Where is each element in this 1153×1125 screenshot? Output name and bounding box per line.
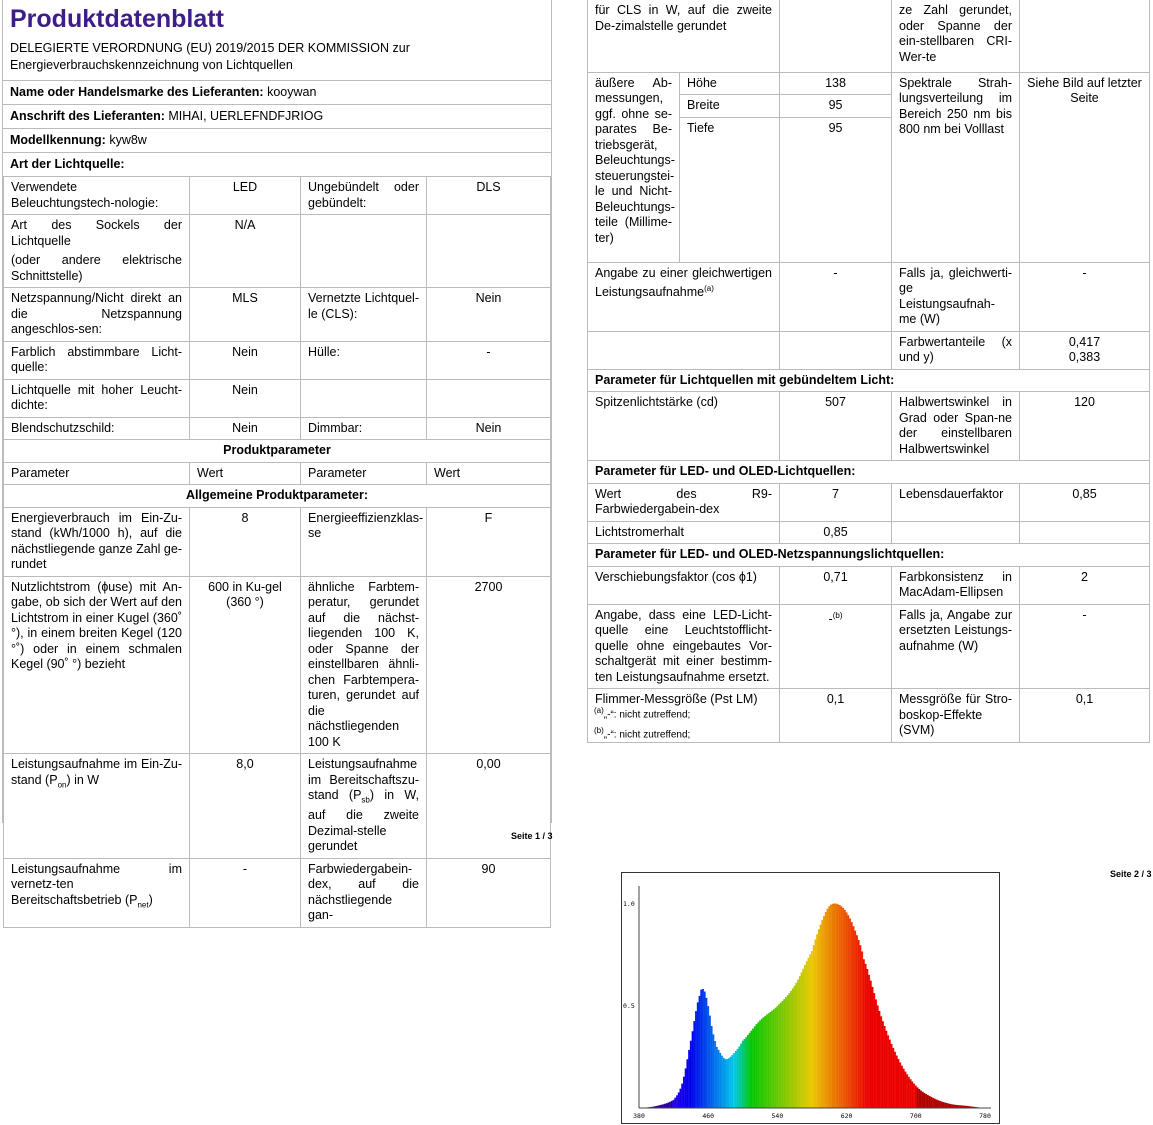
socket-value: N/A [190, 215, 301, 288]
empty-cell [1020, 0, 1150, 72]
psb-label: Leistungsaufnahme im Bereitschaftszu-stand $(P_{sb})$ in W, auf die zweite Dezimal-stelle gerundet [301, 754, 427, 859]
replace2-label: Falls ja, Angabe zur ersetzten Leistungs-aufnahme (W) [892, 604, 1020, 689]
chroma-label: Farbwertanteile (x und y) [892, 331, 1020, 369]
empty-cell [780, 331, 892, 369]
address-row [3, 105, 551, 129]
macadam-value: 2 [1020, 566, 1150, 604]
footnote-b: $^{(b)}$„-“: nicht zutreffend; [594, 726, 691, 741]
regulation-line-2: Energieverbrauchskennzeichnung von Lichtquellen [10, 58, 293, 72]
socket-label-1: Art des Sockels der Lichtquelle [11, 218, 182, 248]
led-header: Parameter für LED- und OLED-Lichtquellen: [588, 461, 1150, 484]
replace-value: -$^{(b)}$ [780, 604, 892, 689]
depth-label: Tiefe [680, 117, 780, 262]
socket-label [4, 215, 190, 288]
general-header: Allgemeine Produktparameter: [4, 485, 551, 508]
cls-label: Vernetzte Lichtquel-le (CLS): [301, 288, 427, 342]
empty-cell [301, 379, 427, 417]
y-tick-label: 1.0 [623, 900, 635, 909]
socket-label-2: (oder andere elektrische Schnittstelle) [11, 253, 182, 283]
address-label: Anschrift des Lieferanten: [10, 109, 165, 123]
x-tick-label: 540 [771, 1112, 784, 1120]
r9-label: Wert des R9-Farbwiedergabein-dex [588, 483, 780, 521]
col-value-1: Wert [190, 462, 301, 485]
regulation-line-1: DELEGIERTE VERORDNUNG (EU) 2019/2015 DER KOMMISSION zur [10, 41, 410, 55]
width-value: 95 [780, 95, 892, 118]
energy-label: Energieverbrauch im Ein-Zu-stand (kWh/1000 h), auf die nächstliegende ganze Zahl ge-rundet [4, 507, 190, 576]
bundled-label: Ungebündelt oder gebündelt: [301, 177, 427, 215]
class-value: F [427, 507, 551, 576]
model-row [3, 129, 551, 153]
empty-cell [588, 331, 780, 369]
pnet-label: Leistungsaufnahme im vernetz-ten Bereitschaftsbetrieb $(P_{net})$ [4, 858, 190, 927]
spectral-label: Spektrale Strah-lungsverteilung im Bereich 250 nm bis 800 nm bei Volllast [892, 72, 1020, 262]
svm-label: Messgröße für Stro-boskop-Effekte (SVM) [892, 689, 1020, 743]
cri-label: Farbwiedergabein-dex, auf die nächstliegende gan- [301, 858, 427, 927]
cct-label: ähnliche Farbtem-peratur, gerundet auf die nächst-liegenden 100 K, oder Spanne der einstellbaren ähnli-chen Farbtempera-turen, gerundet auf die nächstliegenden 100 K [301, 576, 427, 754]
pnet-value: - [190, 858, 301, 927]
envelope-value: - [427, 341, 551, 379]
color-label: Farblich abstimmbare Licht-quelle: [4, 341, 190, 379]
mains-header: Parameter für LED- und OLED-Netzspannungslichtquellen: [588, 544, 1150, 567]
chroma-y: 0,383 [1068, 350, 1101, 364]
width-label: Breite [680, 95, 780, 118]
chroma-value [1020, 331, 1150, 369]
flux-value: 600 in Ku-gel (360 °) [190, 576, 301, 754]
empty-cell [780, 0, 892, 72]
supplier-value: kooywan [267, 85, 317, 99]
energy-value: 8 [190, 507, 301, 576]
light-type-table [3, 176, 551, 928]
page-title: Produktdatenblatt [10, 5, 224, 33]
supplier-row [3, 81, 551, 105]
beam-label: Halbwertswinkel in Grad oder Span-ne der einstellbaren Halbwertswinkel [892, 392, 1020, 461]
flicker-value: 0,1 [780, 689, 892, 743]
page-number-2: Seite 2 / 3 [1110, 869, 1152, 879]
class-label: Energieeffizienzklas-se [301, 507, 427, 576]
luminance-label: Lichtquelle mit hoher Leucht-dichte: [4, 379, 190, 417]
x-tick-label: 620 [840, 1112, 853, 1120]
right-table [587, 0, 1150, 743]
empty-cell [1020, 521, 1150, 544]
phi-value: 0,71 [780, 566, 892, 604]
col-param-2: Parameter [301, 462, 427, 485]
tech-label: Verwendete Beleuchtungstech-nologie: [4, 177, 190, 215]
directional-header: Parameter für Lichtquellen mit gebündeltem Licht: [588, 369, 1150, 392]
bundled-value: DLS [427, 177, 551, 215]
empty-cell [427, 215, 551, 288]
address-value: MIHAI, UERLEFNDFJRIOG [168, 109, 324, 123]
cri-value: 90 [427, 858, 551, 927]
supplier-label: Name oder Handelsmarke des Lieferanten: [10, 85, 264, 99]
height-value: 138 [780, 72, 892, 95]
pon-label: Leistungsaufnahme im Ein-Zu-stand $(P_{on})$ in W [4, 754, 190, 859]
footnote-a: $^{(a)}$„-“: nicht zutreffend; [594, 706, 691, 721]
dimmable-value: Nein [427, 417, 551, 440]
peak-label: Spitzenlichtstärke (cd) [588, 392, 780, 461]
envelope-label: Hülle: [301, 341, 427, 379]
spectral-distribution-chart [621, 872, 1000, 1124]
mains-value: MLS [190, 288, 301, 342]
page-number-1: Seite 1 / 3 [511, 831, 553, 841]
model-value: kyw8w [109, 133, 147, 147]
x-tick-label: 780 [979, 1112, 991, 1120]
cls-continued: für CLS in W, auf die zweite De-zimalstelle gerundet [588, 0, 780, 72]
flicker-label: Flimmer-Messgröße (Pst LM) [588, 689, 780, 743]
equiv-value: - [780, 262, 892, 331]
x-tick-label: 460 [702, 1112, 715, 1120]
replace-label: Angabe, dass eine LED-Licht-quelle eine Leuchtstofflicht-quelle ohne eingebautes Vor-schaltgerät mit einer bestimm-ten Leistungsaufnahme ersetzt. [588, 604, 780, 689]
type-header-label: Art der Lichtquelle: [10, 157, 125, 171]
color-value: Nein [190, 341, 301, 379]
spectral-value: Siehe Bild auf letzter Seite [1020, 72, 1150, 262]
height-label: Höhe [680, 72, 780, 95]
mains-label: Netzspannung/Nicht direkt an die Netzspannung angeschlos-sen: [4, 288, 190, 342]
replace2-value: - [1020, 604, 1150, 689]
survival-label: Lebensdauerfaktor [892, 483, 1020, 521]
regulation-text [3, 36, 551, 81]
maint-value: 0,85 [780, 521, 892, 544]
tech-value: LED [190, 177, 301, 215]
chroma-x: 0,417 [1068, 334, 1101, 349]
pon-value: 8,0 [190, 754, 301, 859]
x-tick-label: 380 [633, 1112, 645, 1120]
luminance-value: Nein [190, 379, 301, 417]
macadam-label: Farbkonsistenz in MacAdam-Ellipsen [892, 566, 1020, 604]
cri-continued: ze Zahl gerundet, oder Spanne der ein-stellbaren CRI-Wer-te [892, 0, 1020, 72]
glare-label: Blendschutzschild: [4, 417, 190, 440]
col-value-2: Wert [427, 462, 551, 485]
r9-value: 7 [780, 483, 892, 521]
dims-label: äußere Ab-messungen, ggf. ohne se-parates Be-triebsgerät, Beleuchtungs-steuerungstei-le und Nicht-Beleuchtungs-teile (Millime-ter) [588, 72, 680, 262]
y-tick-label: 0.5 [623, 1002, 635, 1011]
empty-cell [301, 215, 427, 288]
depth-value: 95 [780, 117, 892, 262]
cct-value: 2700 [427, 576, 551, 754]
empty-cell [892, 521, 1020, 544]
svm-value: 0,1 [1020, 689, 1150, 743]
product-params-header: Produktparameter [4, 440, 551, 463]
model-label: Modellkennung: [10, 133, 106, 147]
survival-value: 0,85 [1020, 483, 1150, 521]
dimmable-label: Dimmbar: [301, 417, 427, 440]
equiv2-label: Falls ja, gleichwerti-ge Leistungsaufnah-me (W) [892, 262, 1020, 331]
psb-value: 0,00 [427, 754, 551, 859]
x-tick-label: 700 [909, 1112, 922, 1120]
col-param-1: Parameter [4, 462, 190, 485]
peak-value: 507 [780, 392, 892, 461]
cls-value: Nein [427, 288, 551, 342]
equiv2-value: - [1020, 262, 1150, 331]
flux-label: Nutzlichtstrom (ɸuse) mit An-gabe, ob sich der Wert auf den Lichtstrom in einer Kugel (360˚ °), in einem breiten Kegel (120 °˚) oder in einem schmalen Kegel (90˚ °) bezieht [4, 576, 190, 754]
phi-label: Verschiebungsfaktor (cos ϕ1) [588, 566, 780, 604]
empty-cell [427, 379, 551, 417]
maint-label: Lichtstromerhalt [588, 521, 780, 544]
type-header [3, 153, 551, 176]
equiv-label: Angabe zu einer gleichwertigen Leistungsaufnahme$^{(a)}$ [588, 262, 780, 331]
beam-value: 120 [1020, 392, 1150, 461]
glare-value: Nein [190, 417, 301, 440]
